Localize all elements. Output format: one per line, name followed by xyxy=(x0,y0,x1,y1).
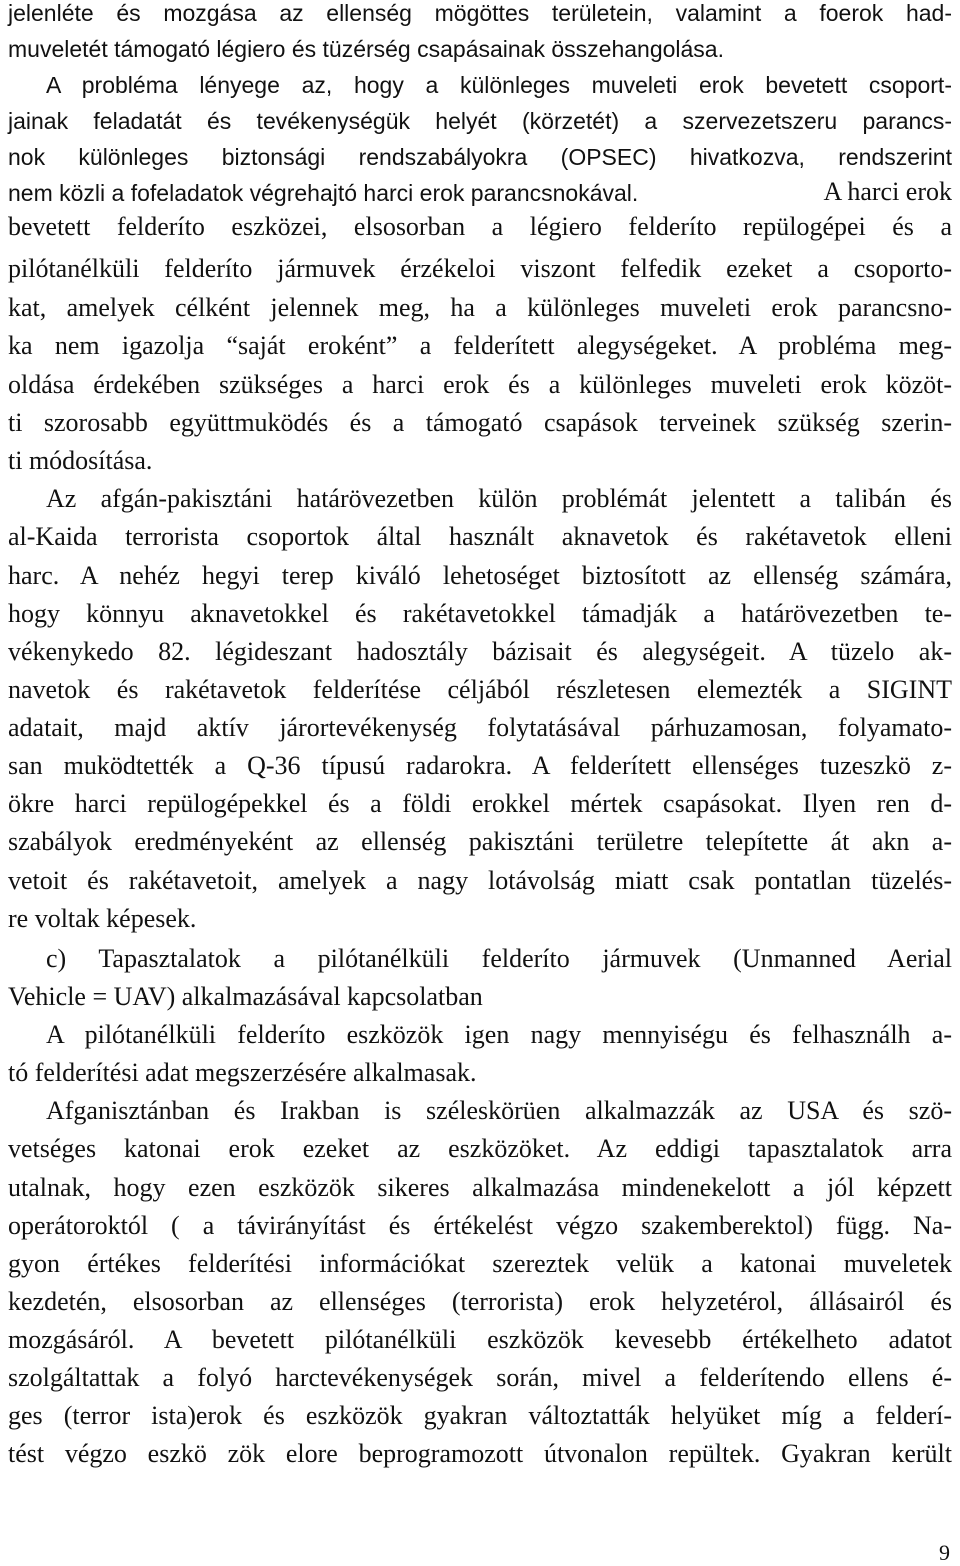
text-line: mozgásáról. A bevetett pilótanélküli eszközök kevesebb értékelheto adatot xyxy=(8,1325,952,1354)
text-line: vékenykedo 82. légideszant hadosztály bázisait és alegységeit. A tüzelo ak- xyxy=(8,637,952,666)
text-line: kezdetén, elsosorban az ellenséges (terrorista) erok helyzetérol, állásairól és xyxy=(8,1287,952,1316)
text-line: al-Kaida terrorista csoportok által használt aknavetok és rakétavetok elleni xyxy=(8,522,952,551)
page-number: 9 xyxy=(939,1540,950,1565)
text-line: ka nem igazolja “saját eroként” a felderített alegységeket. A probléma meg- xyxy=(8,331,952,360)
text-line: A pilótanélküli felderíto eszközök igen nagy mennyiségu és felhasználh a- xyxy=(46,1020,952,1049)
text-line xyxy=(8,177,952,214)
text-line: jainak feladatát és tevékenységük helyét (körzetét) a szervezetszeru parancs- xyxy=(8,108,952,134)
text-line: muveletét támogató légiero és tüzérség csapásainak összehangolása. xyxy=(8,36,724,62)
text-line: vetséges katonai erok ezeket az eszközöket. Az eddigi tapasztalatok arra xyxy=(8,1134,952,1163)
text-line: tést végzo eszkö zök elore beprogramozott útvonalon repültek. Gyakran került xyxy=(8,1439,952,1468)
text-line: harc. A nehéz hegyi terep kiváló lehetoséget biztosított az ellenség számára, xyxy=(8,561,952,590)
text-line: san muködtették a Q-36 típusú radarokra. A felderített ellenséges tuzeszkö z- xyxy=(8,751,952,780)
text-line: A probléma lényege az, hogy a különleges muveleti erok bevetett csoport- xyxy=(46,72,952,98)
text-line: utalnak, hogy ezen eszközök sikeres alkalmazása mindenekelott a jól képzett xyxy=(8,1173,952,1202)
text-line: oldása érdekében szükséges a harci erok és a különleges muveleti erok közöt- xyxy=(8,370,952,399)
text-line: Afganisztánban és Irakban is széleskörüen alkalmazzák az USA és szö- xyxy=(46,1096,952,1125)
text-line-segment: A harci erok xyxy=(823,177,952,206)
text-line: nok különleges biztonsági rendszabályokra (OPSEC) hivatkozva, rendszerint xyxy=(8,144,952,170)
text-line: adatait, majd aktív járortevékenység folytatásával párhuzamosan, folyamato- xyxy=(8,713,952,742)
text-line: hogy könnyu aknavetokkel és rakétavetokkel támadják a határövezetben te- xyxy=(8,599,952,628)
text-line: bevetett felderíto eszközei, elsosorban a légiero felderíto repülogépei és a xyxy=(8,212,952,241)
text-line: ökre harci repülogépekkel és a földi erokkel mértek csapásokat. Ilyen ren d- xyxy=(8,789,952,818)
text-line: gyon értékes felderítési információkat szereztek velük a katonai muveletek xyxy=(8,1249,952,1278)
text-line: szabályok eredményeként az ellenség pakisztáni területre telepítette át akn a- xyxy=(8,827,952,856)
text-line: Az afgán-pakisztáni határövezetben külön problémát jelentett a talibán és xyxy=(46,484,952,513)
text-line: vetoit és rakétavetoit, amelyek a nagy lotávolság miatt csak pontatlan tüzelés- xyxy=(8,866,952,895)
text-line: ti módosítása. xyxy=(8,446,153,475)
text-line: kat, amelyek célként jelennek meg, ha a különleges muveleti erok parancsno- xyxy=(8,293,952,322)
text-line: szolgáltattak a folyó harctevékenységek során, mivel a felderítendo ellens é- xyxy=(8,1363,952,1392)
text-line: ges (terror ista)erok és eszközök gyakran változtatták helyüket míg a felderí- xyxy=(8,1401,952,1430)
text-line: re voltak képesek. xyxy=(8,904,197,933)
text-line: jelenléte és mozgása az ellenség mögöttes területein, valamint a foerok had- xyxy=(8,0,952,26)
section-heading: Vehicle = UAV) alkalmazásával kapcsolatban xyxy=(8,982,483,1011)
text-line-segment: nem közli a fofeladatok végrehajtó harci erok parancsnokával. xyxy=(8,180,639,206)
text-line: tó felderítési adat megszerzésére alkalmasak. xyxy=(8,1058,477,1087)
text-line: pilótanélküli felderíto jármuvek érzékeloi viszont felfedik ezeket a csoporto- xyxy=(8,254,952,283)
text-line: operátoroktól ( a távirányítást és értékelést végzo szakemberektol) függ. Na- xyxy=(8,1211,952,1240)
text-line: ti szorosabb együttmuködés és a támogató csapások terveinek szükség szerin- xyxy=(8,408,952,437)
section-heading: c) Tapasztalatok a pilótanélküli felderíto jármuvek (Unmanned Aerial xyxy=(46,944,952,973)
text-line: navetok és rakétavetok felderítése céljából részletesen elemezték a SIGINT xyxy=(8,675,952,704)
